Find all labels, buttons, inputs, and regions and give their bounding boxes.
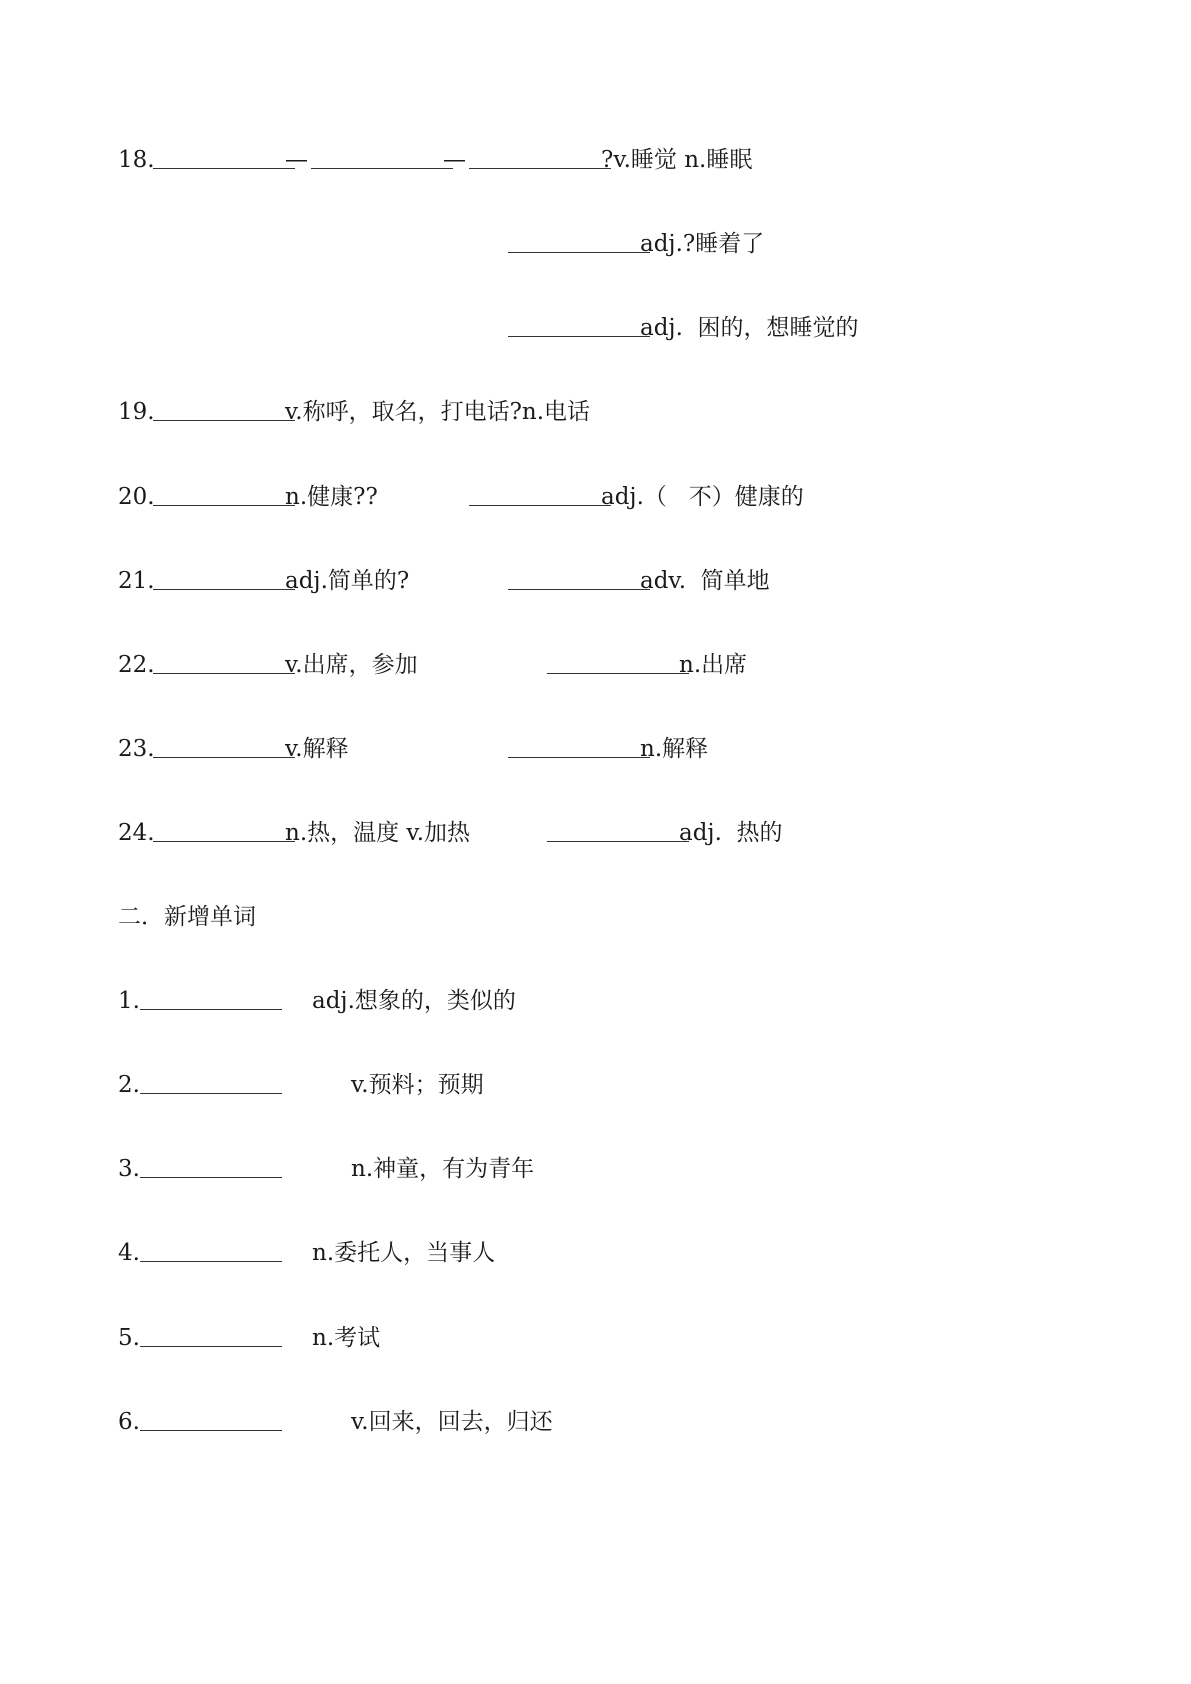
answer-blank[interactable] <box>153 140 295 169</box>
item-20 <box>0 477 1191 517</box>
item-meaning: n.出席 <box>679 652 748 678</box>
item-number: 18. <box>118 147 155 173</box>
new-word-item <box>0 981 1191 1021</box>
item-meaning: ?v.睡觉 n.睡眠 <box>601 147 753 173</box>
item-meaning: v.称呼，取名，打电话?n.电话 <box>285 399 591 425</box>
item-meaning: n.健康?? <box>285 484 378 510</box>
item-meaning: n.考试 <box>312 1325 381 1351</box>
new-word-item <box>0 1065 1191 1105</box>
item-meaning: adj. 困的，想睡觉的 <box>640 315 859 341</box>
item-22 <box>0 645 1191 685</box>
item-number: 3. <box>118 1156 140 1182</box>
answer-blank[interactable] <box>547 813 689 842</box>
item-23 <box>0 729 1191 769</box>
answer-blank[interactable] <box>140 1065 282 1094</box>
answer-blank[interactable] <box>153 392 295 421</box>
item-number: 19. <box>118 399 155 425</box>
answer-blank[interactable] <box>153 729 295 758</box>
answer-blank[interactable] <box>508 729 650 758</box>
item-18-adj2 <box>0 308 1191 348</box>
item-number: 21. <box>118 568 155 594</box>
dash: — <box>443 147 466 173</box>
item-21 <box>0 561 1191 601</box>
item-number: 2. <box>118 1072 140 1098</box>
item-18-adj1 <box>0 224 1191 264</box>
item-number: 5. <box>118 1325 140 1351</box>
item-number: 4. <box>118 1240 140 1266</box>
item-number: 24. <box>118 820 155 846</box>
item-meaning: v.回来，回去，归还 <box>351 1409 553 1435</box>
answer-blank[interactable] <box>140 1318 282 1347</box>
dash: — <box>285 147 308 173</box>
item-number: 20. <box>118 484 155 510</box>
answer-blank[interactable] <box>140 1402 282 1431</box>
item-number: 23. <box>118 736 155 762</box>
answer-blank[interactable] <box>547 645 689 674</box>
item-19 <box>0 392 1191 432</box>
item-meaning: v.出席，参加 <box>285 652 418 678</box>
item-number: 1. <box>118 988 140 1014</box>
item-meaning: n.解释 <box>640 736 709 762</box>
answer-blank[interactable] <box>140 1233 282 1262</box>
item-meaning: adj.（ 不）健康的 <box>601 484 804 510</box>
section-heading <box>0 897 1191 937</box>
answer-blank[interactable] <box>508 224 650 253</box>
answer-blank[interactable] <box>140 981 282 1010</box>
new-word-item <box>0 1233 1191 1273</box>
item-meaning: adj.简单的? <box>285 568 410 594</box>
item-meaning: v.解释 <box>285 736 349 762</box>
answer-blank[interactable] <box>153 645 295 674</box>
item-meaning: n.热，温度 v.加热 <box>285 820 471 846</box>
new-word-item <box>0 1402 1191 1442</box>
item-24 <box>0 813 1191 853</box>
item-number: 6. <box>118 1409 140 1435</box>
item-meaning: n.神童，有为青年 <box>351 1156 535 1182</box>
item-18 <box>0 140 1191 180</box>
new-word-item <box>0 1318 1191 1358</box>
item-number: 22. <box>118 652 155 678</box>
answer-blank[interactable] <box>508 308 650 337</box>
answer-blank[interactable] <box>153 477 295 506</box>
answer-blank[interactable] <box>140 1149 282 1178</box>
item-meaning: v.预料；预期 <box>351 1072 484 1098</box>
item-meaning: n.委托人，当事人 <box>312 1240 496 1266</box>
item-meaning: adj. 热的 <box>679 820 783 846</box>
item-meaning: adj.想象的，类似的 <box>312 988 516 1014</box>
answer-blank[interactable] <box>153 561 295 590</box>
item-meaning: adj.?睡着了 <box>640 231 765 257</box>
answer-blank[interactable] <box>508 561 650 590</box>
item-meaning: adv. 简单地 <box>640 568 770 594</box>
new-word-item <box>0 1149 1191 1189</box>
section-title: 二．新增单词 <box>118 904 256 930</box>
answer-blank[interactable] <box>153 813 295 842</box>
answer-blank[interactable] <box>469 477 611 506</box>
answer-blank[interactable] <box>311 140 453 169</box>
answer-blank[interactable] <box>469 140 611 169</box>
